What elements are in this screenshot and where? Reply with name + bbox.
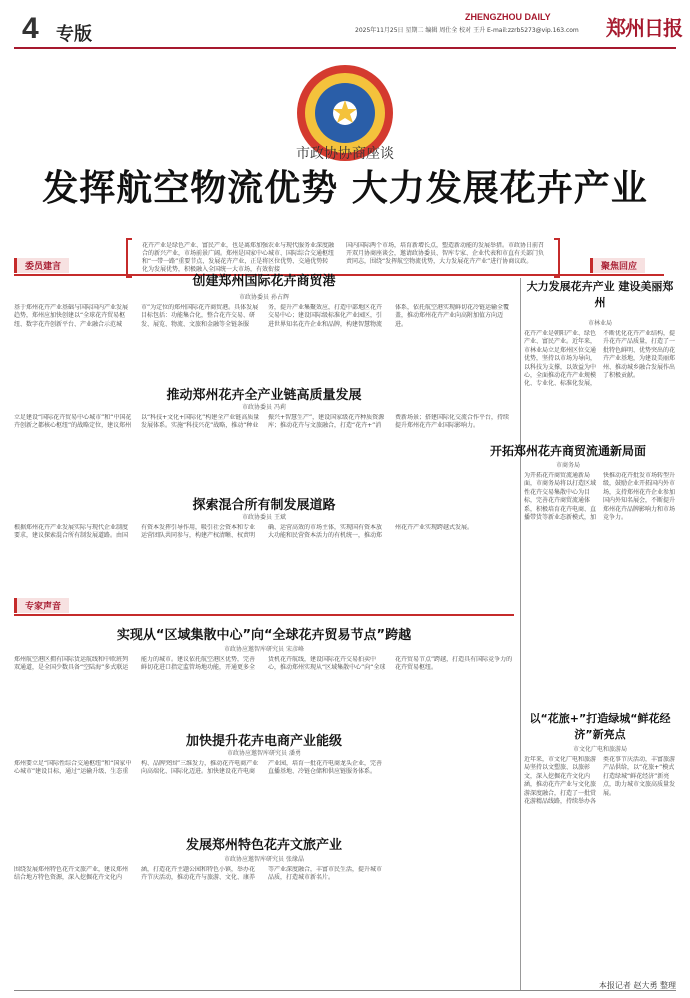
article-title: 推动郑州花卉全产业链高质量发展 [166,388,362,403]
header-rule [14,47,676,49]
article-body: 郑州航空港区拥有国际货运航线和中欧班列双通道，是全国少数具备“空陆海”多式联运能力的城市。建议依托航空港区优势，完善鲜切花进口指定监管场地功能，开通更多全货机花卉航线，建设国际花卉交易拍卖中心，推动郑州实现从“区域集散中心”向“全球花卉贸易节点”跨越，打造具有国际竞争力的花卉贸易枢纽。 [14,656,513,672]
article-body: 基于郑州花卉产业基础与国际国内产业发展趋势，郑州应加快创建以“全球花卉贸易枢纽、数字花卉创新平台、产业融合示范城市”为定位的郑州国际花卉商贸港。具体发展目标包括：功能集合化，整合花卉交易、研发、展览、物流、文旅和金融等全链条服务，提升产业集聚效应，打造中部地区花卉交易中心；建设国际级标准化产业园区，引进世界知名花卉企业和品牌，构建智慧物流体系，依托航空港实现鲜切花冷链运输全覆盖，推动郑州花卉产业向高附加值方向迈进。 [14,304,510,328]
article-body: 近年来，市文化广电和旅游局坚持以文塑旅、以旅彰文，深入挖掘花卉文化内涵，推动花卉产业与文化旅游深度融合，打造了一批赏花游精品线路，持续举办各类花事节庆活动，丰富旅游产品供给，以“花旅+”模式打造绿城“鲜花经济”新亮点，助力城市文旅高质量发展。 [524,756,676,806]
article-title: 实现从“区域集散中心”向“全球花卉贸易节点”跨越 [116,628,412,643]
editor-credit: 本报记者 赵大勇 整理 [598,981,676,990]
article-body: 为开拓花卉商贸流通新局面，市商务局将以打造区域性花卉交易集散中心为目标，完善花卉商贸流通体系，积极培育花卉电商、直播带货等新业态新模式，加快推动花卉批发市场转型升级，鼓励企业开拓国内外市场，支持郑州花卉企业参加国内外知名展会，不断提升郑州花卉品牌影响力和市场竞争力。 [524,472,676,522]
article-byline: 市政协委员 冯莉 [242,404,286,411]
article-title: 大力发展花卉产业 建设美丽郑州 [526,280,674,309]
section-rule-expert [14,614,514,616]
page-number: 4 [22,12,39,45]
tag-focus-response: 聚焦回应 [590,258,645,273]
tag-member-suggestions: 委员建言 [14,258,69,273]
article-byline: 市政协应邀智库研究员 宋彦峰 [224,646,304,653]
tag-expert-voices: 专家声音 [14,598,69,613]
article-byline: 市政协委员 孙占辉 [239,294,289,301]
lead-text-left: 花卉产业是绿色产业、富民产业，也是离郑加强农业与现代服务业深度融合的新兴产业，市场前景广阔。郑州是国家中心城市、国际综合交通枢纽和“一带一路”重要节点，发展花卉产业，正是将区位优势、交通优势转化为发展优势，积极融入全国统一大市场，有效衔接 [142,242,334,273]
article-byline: 市政协应邀智库研究员 张缘晶 [224,856,304,863]
article-byline: 市商务局 [555,462,580,469]
article-byline: 市文化广电和旅游局 [572,746,627,753]
article-byline: 市林业局 [587,320,612,327]
feature-kicker: 市政协协商座谈 [296,146,394,162]
article-byline: 市政协委员 王斌 [242,514,286,521]
masthead-logo: 郑州日报 [606,16,682,40]
article-body: 花卉产业是朝阳产业、绿色产业、富民产业。近年来，市林业局立足郑州区位交通优势，坚持以市场为导向，以科技为支撑，以效益为中心，全面推动花卉产业规模化、专业化、标准化发展，不断优化花卉产业结构，提升花卉产品质量，打造了一批特色鲜明、优势突出的花卉产业基地，为建设美丽郑州、推动城乡融合发展作出了积极贡献。 [524,330,676,388]
article-body: 立足建设“国际花卉贸易中心城市”和“中国花卉创新之都核心枢纽”的战略定位，建议郑州以“科技+文化+国际化”构建全产业链高质量发展体系。实施“科技兴花”战略，推动“种业振兴+智慧生产”，建设国家级花卉种质资源库；推动花卉与文旅融合，打造“花卉+”消费新场景；搭建国际化交流合作平台，持续提升郑州花卉产业国际影响力。 [14,414,510,430]
article-title: 以“花旅+”打造绿城“鲜花经济”新亮点 [529,712,671,741]
feature-headline: 发挥航空物流优势 大力发展花卉产业 [42,168,648,209]
lead-text-right: 国内国际两个市场，培育新增长点，塑造新动能的发展举措。市政协日前召开双月协商座谈会，邀请政协委员、智库专家、企业代表和市直有关部门负责同志，围绕“发挥航空物流优势，大力发展花卉产业”进行协商议政。 [346,242,544,265]
footer-rule [14,990,676,991]
article-title: 创建郑州国际花卉商贸港 [192,274,336,289]
article-title: 开拓郑州花卉商贸流通新局面 [489,444,646,458]
article-body: 郑州要立足“国际性综合交通枢纽”和“国家中心城市”建设目标，通过“运输升级、生态重构、品牌突围”三维发力，推动花卉电商产业向高端化、国际化迈进。加快建设花卉电商产业园，培育一批花卉电商龙头企业，完善直播基地、冷链仓储和供应链服务体系。 [14,760,383,776]
article-title: 加快提升花卉电商产业能级 [185,734,342,749]
article-byline: 市政协应邀智库研究员 潘勇 [227,750,301,757]
section-label: 专版 [56,24,92,45]
article-body: 根据郑州花卉产业发展实际与现代企业制度要求，建议探索混合所有制发展道路。由国有资本发挥引导作用，吸引社会资本和专业运营团队共同参与，构建产权清晰、权责明确、运营高效的市场主体，实现国有资本放大功能和民营资本活力的有机统一，推动郑州花卉产业实现跨越式发展。 [14,524,474,540]
lead-bracket-right [554,238,560,278]
masthead-en: ZHENGZHOU DAILY [465,12,551,22]
article-body: 围绕发展郑州特色花卉文旅产业，建议郑州结合地方特色资源，深入挖掘花卉文化内涵，打造花卉主题公园和特色小镇，举办花卉节庆活动，推动花卉与旅游、文化、康养等产业深度融合，丰富市民生活，提升城市品质，打造城市新名片。 [14,866,383,882]
article-title: 发展郑州特色花卉文旅产业 [185,838,342,853]
dateline: 2025年11月25日 星期二 编辑 周仕全 校对 王升 E-mail:zzrb5273@vip.163.com [355,27,579,34]
article-title: 探索混合所有制发展道路 [192,498,336,513]
column-divider [520,278,521,990]
